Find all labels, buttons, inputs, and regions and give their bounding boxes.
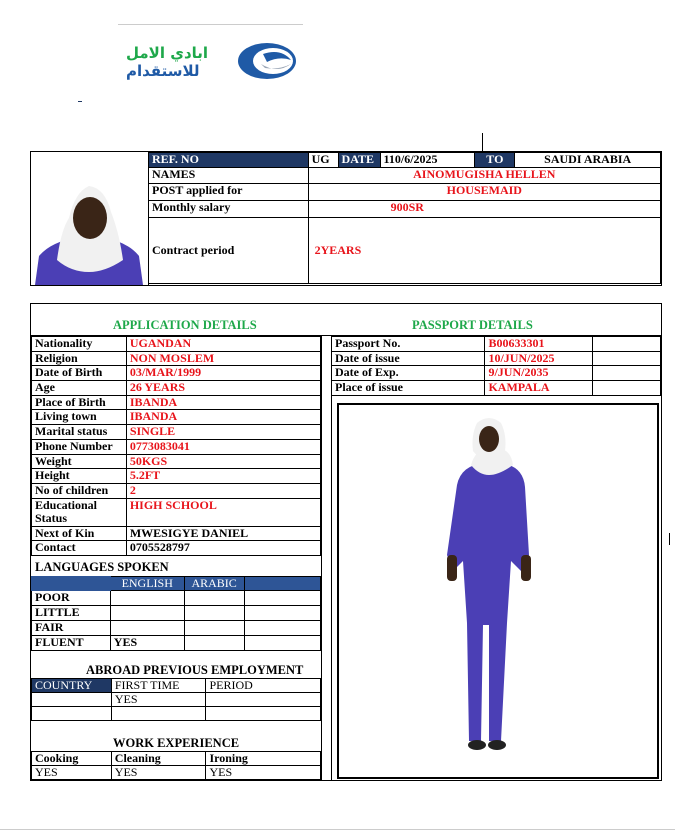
page-bottom-rule: [0, 829, 675, 830]
small-mark: [78, 101, 82, 102]
abroad-cell: [206, 693, 321, 707]
application-row: [32, 454, 321, 469]
work-col-cleaning: Cleaning: [111, 752, 206, 766]
names-label: NAMES: [149, 168, 309, 184]
passport-value: 9/JUN/2035: [485, 366, 593, 381]
application-value: 03/MAR/1999: [126, 366, 320, 381]
languages-table: [31, 576, 321, 651]
passport-label: Date of issue: [332, 351, 485, 366]
logo-emblem-icon: [233, 40, 298, 82]
work-ironing-value: YES: [206, 766, 321, 780]
lang-cell: [184, 636, 244, 651]
application-row: [32, 469, 321, 484]
application-value: 50KGS: [126, 454, 320, 469]
application-value: UGANDAN: [126, 337, 320, 352]
cursor-mark: [482, 133, 483, 151]
application-row: [32, 337, 321, 352]
application-label: Nationality: [32, 337, 127, 352]
date-label: DATE: [338, 153, 380, 168]
languages-title: LANGUAGES SPOKEN: [35, 560, 169, 574]
application-value: 26 YEARS: [126, 381, 320, 396]
application-value: 0773083041: [126, 439, 320, 454]
work-cooking-value: YES: [32, 766, 112, 780]
margin-mark: [669, 533, 670, 545]
lang-cell: [184, 591, 244, 606]
application-value: 5.2FT: [126, 469, 320, 484]
abroad-cell: YES: [111, 693, 206, 707]
passport-value: B00633301: [485, 337, 593, 352]
application-row: [32, 381, 321, 396]
passport-row: [332, 351, 661, 366]
application-row: [32, 439, 321, 454]
headshot-photo: [31, 152, 149, 285]
date-value: 110/6/2025: [380, 153, 475, 168]
column-divider-inner: [331, 336, 332, 780]
lang-level: FAIR: [32, 621, 111, 636]
lang-cell: [110, 606, 184, 621]
work-title: WORK EXPERIENCE: [113, 736, 240, 750]
application-row: [32, 483, 321, 498]
abroad-cell: [111, 707, 206, 721]
passport-label: Place of issue: [332, 381, 485, 396]
to-label: TO: [475, 153, 515, 168]
application-table: [31, 336, 321, 556]
abroad-col-first-time: FIRST TIME: [111, 679, 206, 693]
work-cleaning-value: YES: [111, 766, 206, 780]
application-label: Date of Birth: [32, 366, 127, 381]
application-title: APPLICATION DETAILS: [113, 318, 257, 332]
column-divider: [321, 336, 322, 780]
logo-text-line2: للاستقدام: [126, 62, 200, 80]
abroad-table: [31, 678, 321, 721]
languages-corner: [32, 577, 111, 591]
post-value: HOUSEMAID: [308, 184, 660, 201]
abroad-col-period: PERIOD: [206, 679, 321, 693]
application-row: [32, 366, 321, 381]
application-label: Age: [32, 381, 127, 396]
application-value: IBANDA: [126, 410, 320, 425]
application-row: [32, 395, 321, 410]
lang-cell: [184, 606, 244, 621]
lang-cell: [110, 591, 184, 606]
passport-value: 10/JUN/2025: [485, 351, 593, 366]
passport-row: [332, 337, 661, 352]
passport-label: Date of Exp.: [332, 366, 485, 381]
header-block: [30, 151, 662, 286]
abroad-cell: [206, 707, 321, 721]
application-label: Marital status: [32, 425, 127, 440]
full-body-photo: [337, 403, 659, 779]
header-table: [148, 152, 661, 284]
passport-blank: [593, 337, 661, 352]
contract-label: Contract period: [149, 218, 309, 284]
application-label: Weight: [32, 454, 127, 469]
lang-col-english: ENGLISH: [110, 577, 184, 591]
application-label: Place of Birth: [32, 395, 127, 410]
application-value: IBANDA: [126, 395, 320, 410]
lang-level: FLUENT: [32, 636, 111, 651]
contract-value: 2YEARS: [308, 218, 660, 284]
passport-title: PASSPORT DETAILS: [412, 318, 533, 332]
company-logo: [118, 24, 303, 86]
lang-cell: [184, 621, 244, 636]
ref-label: REF. NO: [149, 153, 309, 168]
application-row: [32, 526, 321, 541]
passport-table: [331, 336, 661, 396]
application-label: Height: [32, 469, 127, 484]
application-label: Next of Kin: [32, 526, 127, 541]
lang-col-blank: [244, 577, 320, 591]
passport-row: [332, 366, 661, 381]
application-row: [32, 351, 321, 366]
salary-value: 900SR: [308, 201, 660, 218]
lang-cell: YES: [110, 636, 184, 651]
logo-text-line1: ابادي الامل: [126, 44, 209, 62]
work-col-cooking: Cooking: [32, 752, 112, 766]
post-label: POST applied for: [149, 184, 309, 201]
lang-cell: [110, 621, 184, 636]
lang-level: LITTLE: [32, 606, 111, 621]
to-value: SAUDI ARABIA: [515, 153, 661, 168]
application-label: Contact: [32, 541, 127, 556]
passport-blank: [593, 381, 661, 396]
application-value: SINGLE: [126, 425, 320, 440]
lang-cell: [244, 606, 320, 621]
lang-cell: [244, 636, 320, 651]
application-label: Living town: [32, 410, 127, 425]
application-label: Educational Status: [32, 498, 127, 526]
application-value: MWESIGYE DANIEL: [126, 526, 320, 541]
application-value: HIGH SCHOOL: [126, 498, 320, 526]
names-value: AINOMUGISHA HELLEN: [308, 168, 660, 184]
lang-level: POOR: [32, 591, 111, 606]
abroad-cell: [32, 693, 112, 707]
passport-blank: [593, 351, 661, 366]
passport-label: Passport No.: [332, 337, 485, 352]
passport-value: KAMPALA: [485, 381, 593, 396]
lang-col-arabic: ARABIC: [184, 577, 244, 591]
application-row: [32, 498, 321, 526]
passport-blank: [593, 366, 661, 381]
application-label: No of children: [32, 483, 127, 498]
application-row: [32, 541, 321, 556]
application-value: 2: [126, 483, 320, 498]
ref-code: UG: [308, 153, 338, 168]
lang-cell: [244, 621, 320, 636]
application-value: NON MOSLEM: [126, 351, 320, 366]
application-row: [32, 410, 321, 425]
application-value: 0705528797: [126, 541, 320, 556]
work-table: [31, 751, 321, 780]
lang-cell: [244, 591, 320, 606]
abroad-col-country: COUNTRY: [32, 679, 112, 693]
application-row: [32, 425, 321, 440]
passport-row: [332, 381, 661, 396]
abroad-title: ABROAD PREVIOUS EMPLOYMENT: [86, 663, 304, 677]
work-col-ironing: Ironing: [206, 752, 321, 766]
abroad-cell: [32, 707, 112, 721]
salary-label: Monthly salary: [149, 201, 309, 218]
application-label: Phone Number: [32, 439, 127, 454]
application-label: Religion: [32, 351, 127, 366]
details-block: [30, 303, 662, 781]
